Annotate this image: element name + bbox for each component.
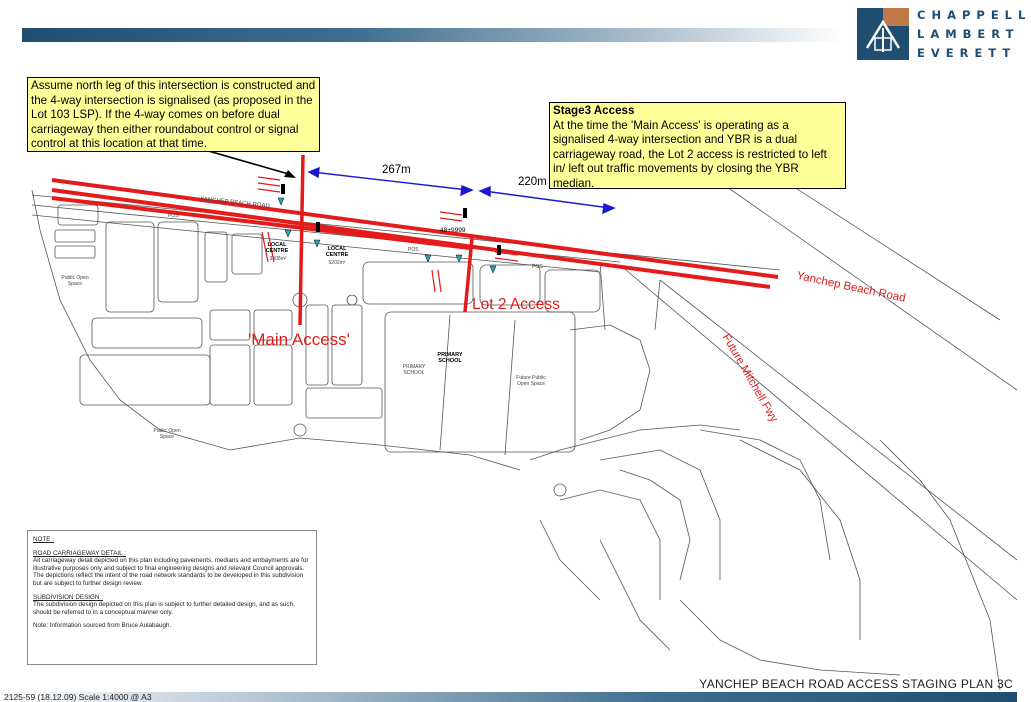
map-public-open-space-2: Public Open Space [153,428,181,440]
future-mitchell-fwy-label: Future Mitchell Fwy [719,332,780,425]
dimension-220m: 220m [518,176,547,188]
map-chainage: 48+9999 [440,227,466,234]
map-primary-school-small: PRIMARY SCHOOL [402,364,426,376]
lot2-access-label: Lot 2 Access [472,296,560,313]
map-pos-2: POS [408,247,419,253]
map-local-centre-2: LOCAL CENTRE [325,246,349,258]
map-local-centre-1-area: 3908m² [269,256,287,262]
logo-line-3: EVERETT [917,46,1017,60]
intersection-callout: Assume north leg of this intersection is constructed and the 4-way intersection is signalised (as proposed in the Lot 103 LSP). If the 4-way comes on before dual carriageway then either roundabout control or signal control at this location at that time. [27,77,320,152]
map-road-name: YANCHEP BEACH ROAD [199,196,270,210]
notes-panel [27,530,317,665]
map-public-open-space-1: Public Open Space [61,275,89,287]
map-future-pos: Future Public Open Space [516,375,546,387]
map-pos-3: POS [532,264,543,270]
yanchep-beach-road-label: Yanchep Beach Road [795,270,907,305]
logo-line-2: LAMBERT [917,27,1020,41]
notes-road-text: All carriageway detail depicted on this plan including pavements, medians and embayments are for illustrative purposes only and subject to final engineering designs and relevant Council approvals. The depictions reflect the intent of the road network standards to be developed in this subdivision but are subject to further design review. [33,557,309,587]
dimension-267m: 267m [382,164,411,176]
map-primary-school: PRIMARY SCHOOL [437,352,463,364]
map-pos-1: POS [168,213,179,219]
notes-subdivision-heading: SUBDIVISION DESIGN : [33,593,103,601]
callout-leader-arrow [205,150,296,178]
map-local-centre-1: LOCAL CENTRE [265,242,289,254]
stage3-access-callout [549,102,846,189]
stage3-access-title: Stage3 Access [553,104,635,117]
notes-subdivision-text: The subdivision design depicted on this plan is subject to further detailed design, and as such, should be referred to in a conceptual manner only. [33,601,295,616]
notes-source: Note: Information sourced from Bruce Aulabaugh. [33,622,172,630]
stage3-access-body: At the time the 'Main Access' is operating as a signalised 4-way intersection and YBR is a dual carriageway road, the Lot 2 access is restricted to left in/ left out traffic movements by closing the YBR median. [553,118,827,190]
main-access-label: 'Main Access' [248,330,350,349]
scale-note: 2125-59 (18.12.09) Scale 1:4000 @ A3 [4,692,152,702]
map-local-centre-2-area: 5202m² [328,260,346,266]
plan-title: YANCHEP BEACH ROAD ACCESS STAGING PLAN 3C [699,677,1013,691]
logo-line-1: CHAPPELL [917,8,1031,22]
notes-title: NOTE : [33,536,54,543]
notes-road-heading: ROAD CARRIAGEWAY DETAIL : [33,549,126,557]
footer-gradient-bar [0,692,1017,702]
